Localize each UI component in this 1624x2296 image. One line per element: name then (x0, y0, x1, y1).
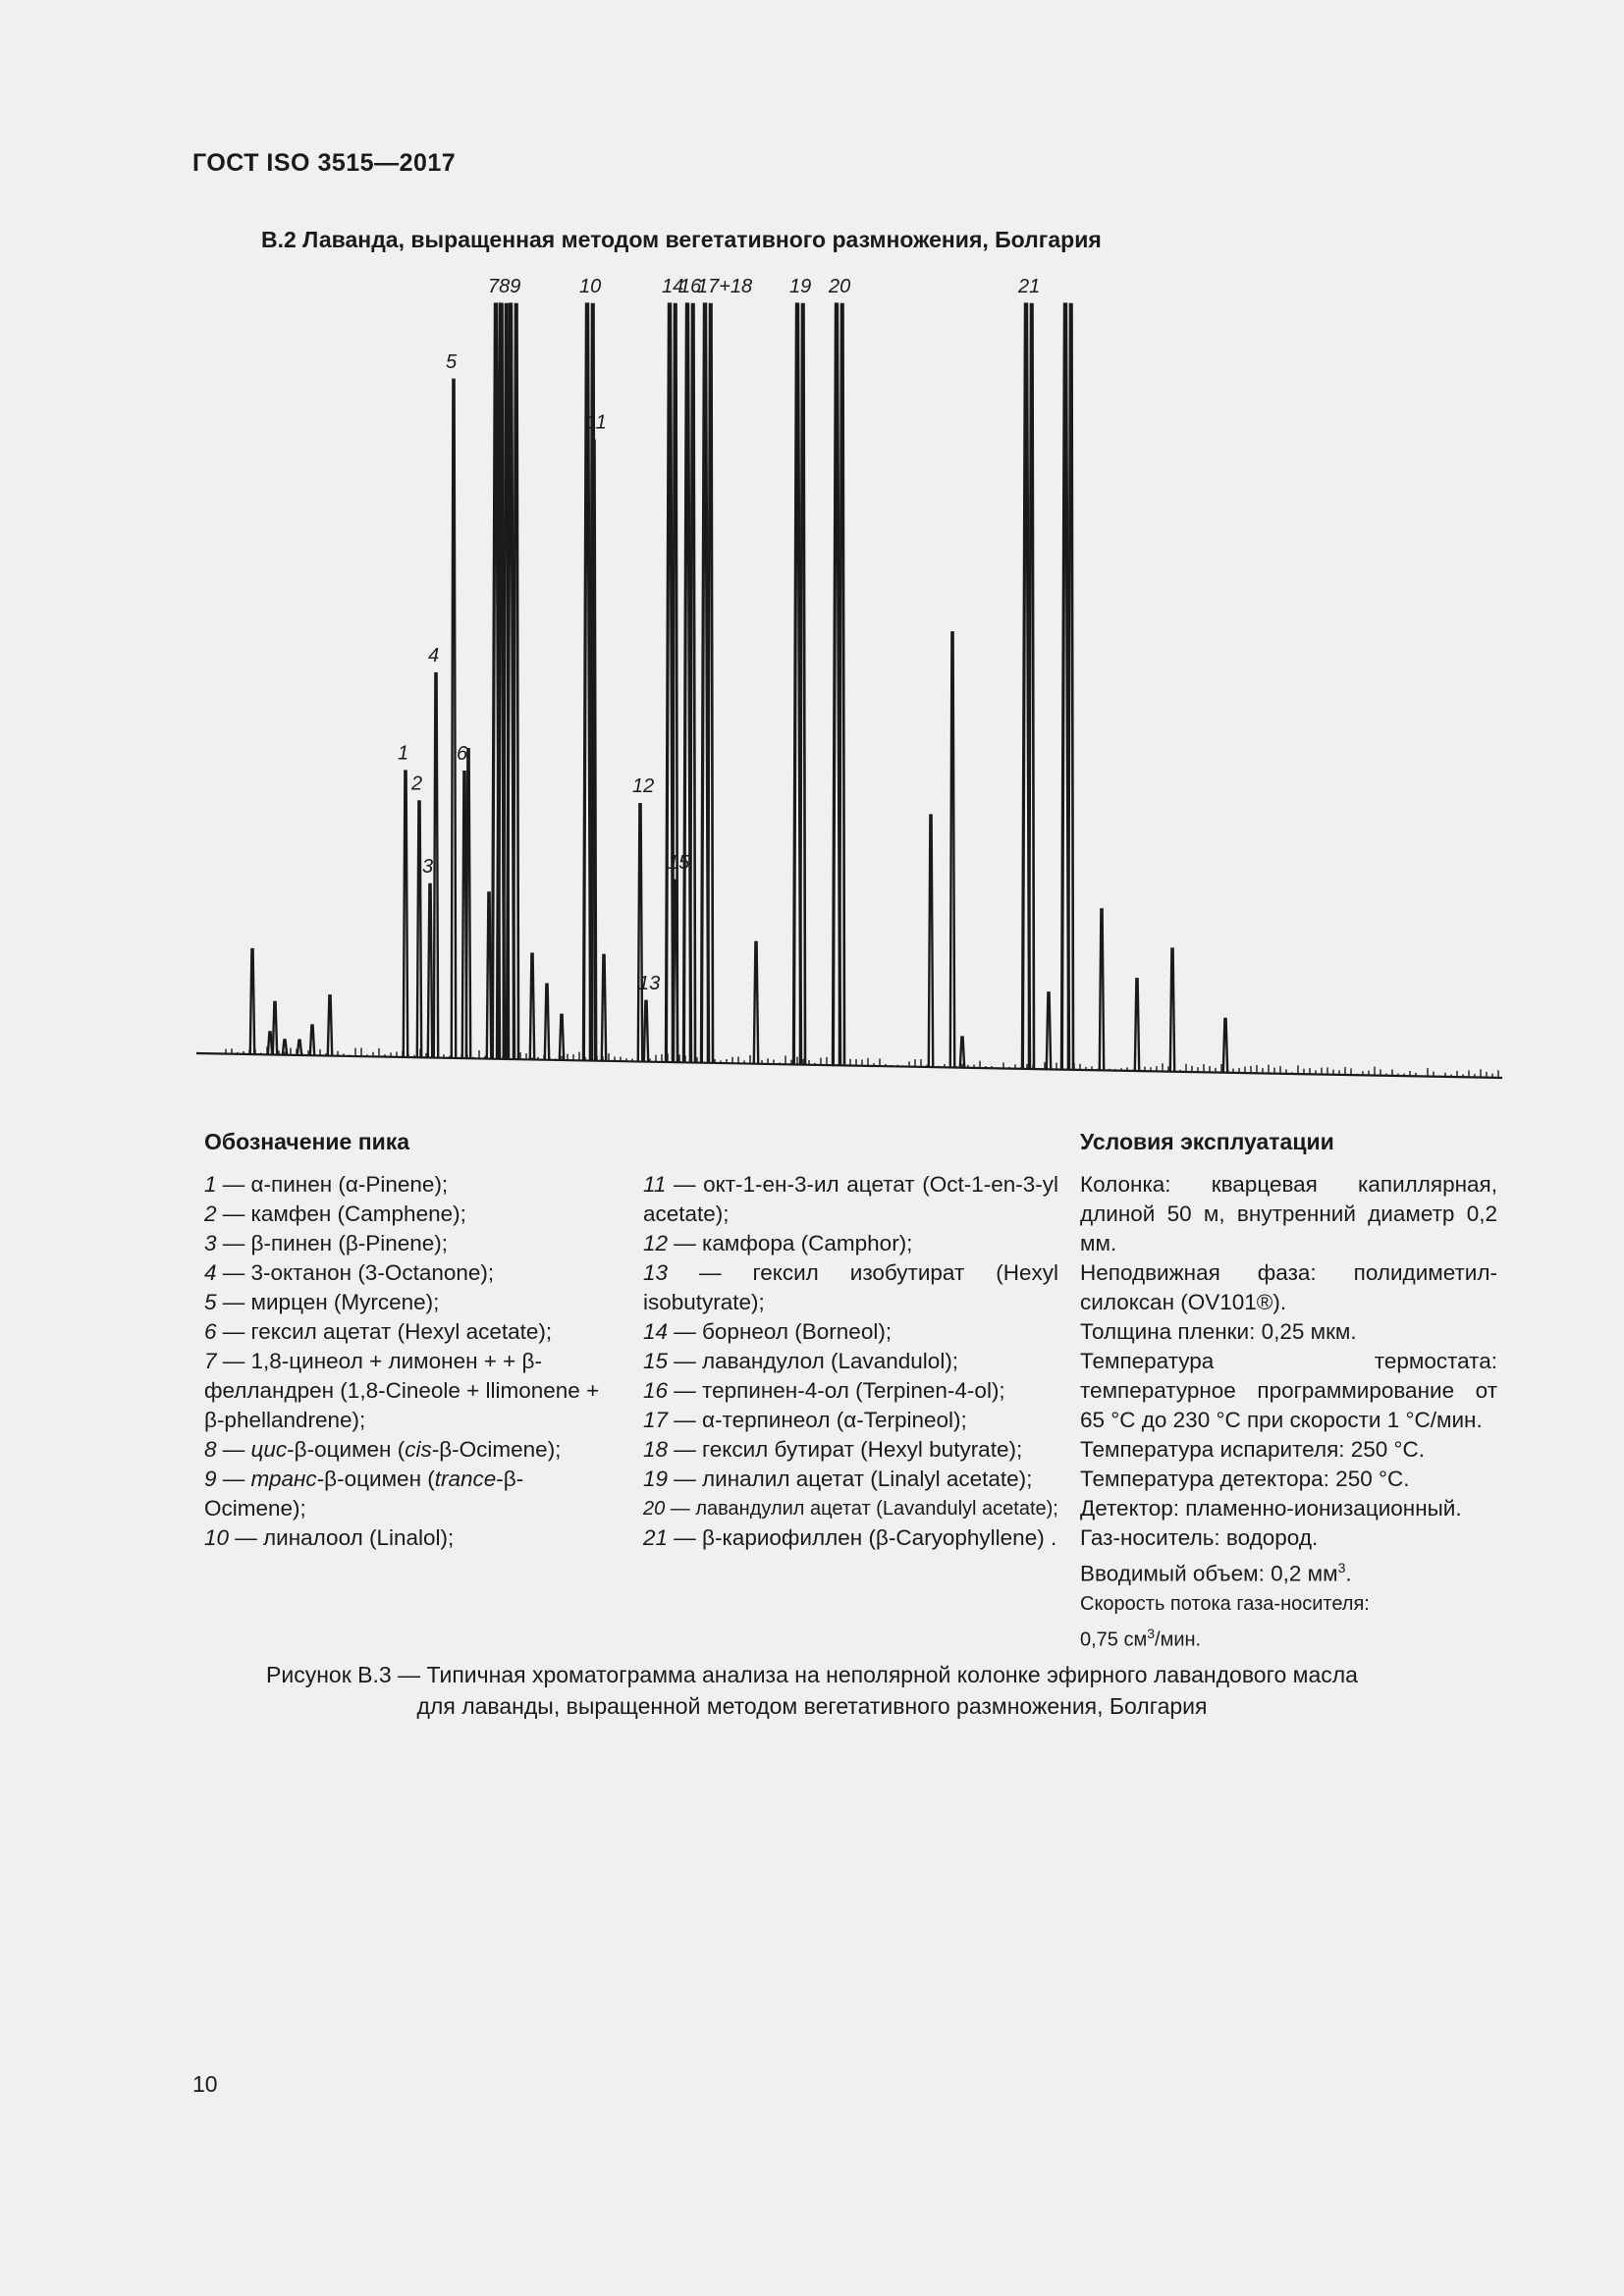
chromatogram-peak-shoulder (1029, 304, 1034, 1069)
peak-legend-item: 1 — α-пинен (α-Pinene); (204, 1172, 449, 1197)
condition-detector-temp: Температура детектора: 250 °С. (1080, 1467, 1410, 1491)
chromatogram-peak (560, 1015, 564, 1060)
chromatogram-peak (417, 801, 421, 1057)
operating-conditions (1080, 1127, 1497, 1654)
peak-legend-item: 11 — окт-1-ен-3-ил ацетат (Oct-1-en-3-yl acetate); (643, 1172, 1058, 1226)
chromatogram-peak (754, 942, 758, 1064)
chromatogram-peak (1170, 949, 1174, 1072)
chromatogram-peak (1047, 992, 1051, 1069)
page-number: 10 (192, 2071, 218, 2097)
chromatogram-peak (250, 949, 254, 1054)
figure-caption (157, 1659, 1467, 1722)
condition-detector: Детектор: пламенно-ионизационный. (1080, 1496, 1462, 1521)
chromatogram-peak (545, 985, 549, 1060)
peak-legend-item: 6 — гексил ацетат (Hexyl acetate); (204, 1319, 553, 1344)
peak-label: 3 (422, 855, 434, 878)
peak-label: 20 (829, 276, 851, 297)
chromatogram-peak-shoulder (514, 304, 518, 1059)
chromatogram-baseline (196, 1053, 1502, 1078)
peak-legend-item: 13 — гексил изобутират (Hexyl isobutyrate); (643, 1260, 1058, 1314)
peak-legend-item: 3 — β-пинен (β-Pinene); (204, 1231, 449, 1255)
figure-caption-line-2: для лаванды, выращенной методом вегетативного размножения, Болгария (416, 1693, 1208, 1719)
chromatogram-peak (950, 632, 954, 1067)
peak-label: 17+18 (697, 276, 753, 297)
chromatogram-peak (452, 380, 456, 1058)
document-code-header: ГОСТ ISO 3515—2017 (192, 149, 457, 177)
chromatogram-peak (1135, 979, 1139, 1071)
peak-legend-list-1 (204, 1170, 617, 1553)
peak-label: 19 (789, 276, 812, 297)
peak-legend-continued (643, 1127, 1058, 1553)
peak-label: 6 (457, 743, 468, 766)
condition-evaporator: Температура испарителя: 250 °С. (1080, 1437, 1426, 1462)
chromatogram-peak (929, 816, 933, 1067)
peak-legend-item: 21 — β-кариофиллен (β-Caryophyllene) . (643, 1525, 1057, 1550)
peak-legend-item: 5 — мирцен (Myrcene); (204, 1290, 440, 1314)
condition-thermostat: Температура термостата: температурное программирование от 65 °С до 230 °С при скорости 1 °С/мин. (1080, 1349, 1497, 1432)
peak-label: 789 (488, 276, 521, 297)
peak-legend-title: Обозначение пика (204, 1129, 410, 1154)
peak-legend-item: 19 — линалил ацетат (Linalyl acetate); (643, 1467, 1033, 1491)
figure-caption-line-1: Рисунок В.3 — Типичная хроматограмма анализа на неполярной колонке эфирного лавандового масла (266, 1662, 1358, 1687)
condition-flow: Скорость потока газа-носителя: 0,75 $см^3$/мин. (1080, 1592, 1370, 1651)
chromatogram-peak (434, 673, 438, 1057)
chromatogram-peak (268, 1032, 272, 1054)
peak-legend-item: 15 — лавандулол (Lavandulol); (643, 1349, 959, 1373)
condition-phase: Неподвижная фаза: полидиметил-силоксан (OV101®). (1080, 1260, 1497, 1314)
chromatogram-peak (960, 1038, 964, 1068)
peak-legend-item: 20 — лавандулил ацетат (Lavandulyl acetate); (643, 1498, 1058, 1520)
peak-legend-item: 17 — α-терпинеол (α-Terpineol); (643, 1408, 967, 1432)
peak-label: 15 (668, 851, 690, 874)
chromatogram-peak (428, 884, 432, 1058)
condition-column: Колонка: кварцевая капиллярная, длиной 50 м, внутренний диаметр 0,2 мм. (1080, 1172, 1497, 1255)
chromatogram-peak (602, 955, 606, 1061)
peak-legend-item: 4 — 3-октанон (3-Octanone); (204, 1260, 495, 1285)
peak-label: 14 (662, 276, 684, 297)
peak-label: 10 (579, 276, 602, 297)
peak-label: 11 (586, 411, 607, 434)
peak-legend-item: 12 — камфора (Camphor); (643, 1231, 913, 1255)
chromatogram-peak-shoulder (708, 304, 713, 1063)
chromatogram-peak (273, 1002, 277, 1055)
peak-legend-item: 18 — гексил бутират (Hexyl butyrate); (643, 1437, 1023, 1462)
peak-legend-item: 16 — терпинен-4-ол (Terpinen-4-ol); (643, 1378, 1005, 1403)
operating-conditions-title: Условия эксплуатации (1080, 1129, 1334, 1154)
chromatogram-peak (466, 749, 470, 1058)
chromatogram-peak (644, 1001, 648, 1062)
peak-label: 12 (632, 775, 655, 798)
peak-label: 1 (398, 742, 409, 765)
peak-legend-item: 2 — камфен (Camphene); (204, 1201, 466, 1226)
chromatogram-peak (674, 881, 677, 1062)
chromatogram-peak (298, 1041, 301, 1055)
chromatogram-peak (404, 772, 407, 1057)
peak-legend-item: 9 — транс-β-оцимен (trance-β-Ocimene); (204, 1467, 524, 1521)
section-title: В.2 Лаванда, выращенная методом вегетативного размножения, Болгария (261, 227, 1102, 252)
condition-volume: Вводимый объем: 0,2 $мм^3$. (1080, 1560, 1352, 1586)
chromatogram-chart (187, 263, 1512, 1088)
chromatogram-peak (530, 954, 534, 1060)
peak-legend-item: 8 — цис-β-оцимен (cis-β-Ocimene); (204, 1437, 562, 1462)
peak-label: 2 (411, 773, 423, 795)
chromatogram-peak (1223, 1019, 1227, 1073)
peak-label: 13 (638, 972, 661, 994)
chromatogram-peak-shoulder (1068, 304, 1073, 1070)
peak-label: 4 (428, 645, 440, 667)
peak-legend-item: 7 — 1,8-цинеол + лимонен + + β-фелландрен (1,8-Cineole + llimonene + β-phellandrene); (204, 1349, 600, 1432)
chromatogram-peak (310, 1026, 314, 1056)
condition-carrier: Газ-носитель: водород. (1080, 1525, 1319, 1550)
peak-label: 5 (446, 350, 458, 373)
peak-legend (204, 1127, 617, 1553)
chromatogram-peak-shoulder (690, 304, 695, 1062)
condition-film: Толщина пленки: 0,25 мкм. (1080, 1319, 1357, 1344)
peak-legend-item: 10 — линалоол (Linalol); (204, 1525, 455, 1550)
chromatogram-peak (328, 995, 332, 1055)
peak-label: 16 (679, 276, 702, 297)
chromatogram-peak (1100, 909, 1104, 1070)
chromatogram-peak (487, 893, 491, 1059)
peak-legend-item: 14 — борнеол (Borneol); (643, 1319, 893, 1344)
chromatogram-peak (638, 804, 642, 1061)
peak-label: 21 (1018, 276, 1041, 297)
chromatogram-peak-shoulder (839, 304, 844, 1065)
chromatogram-peak-shoulder (800, 304, 805, 1065)
